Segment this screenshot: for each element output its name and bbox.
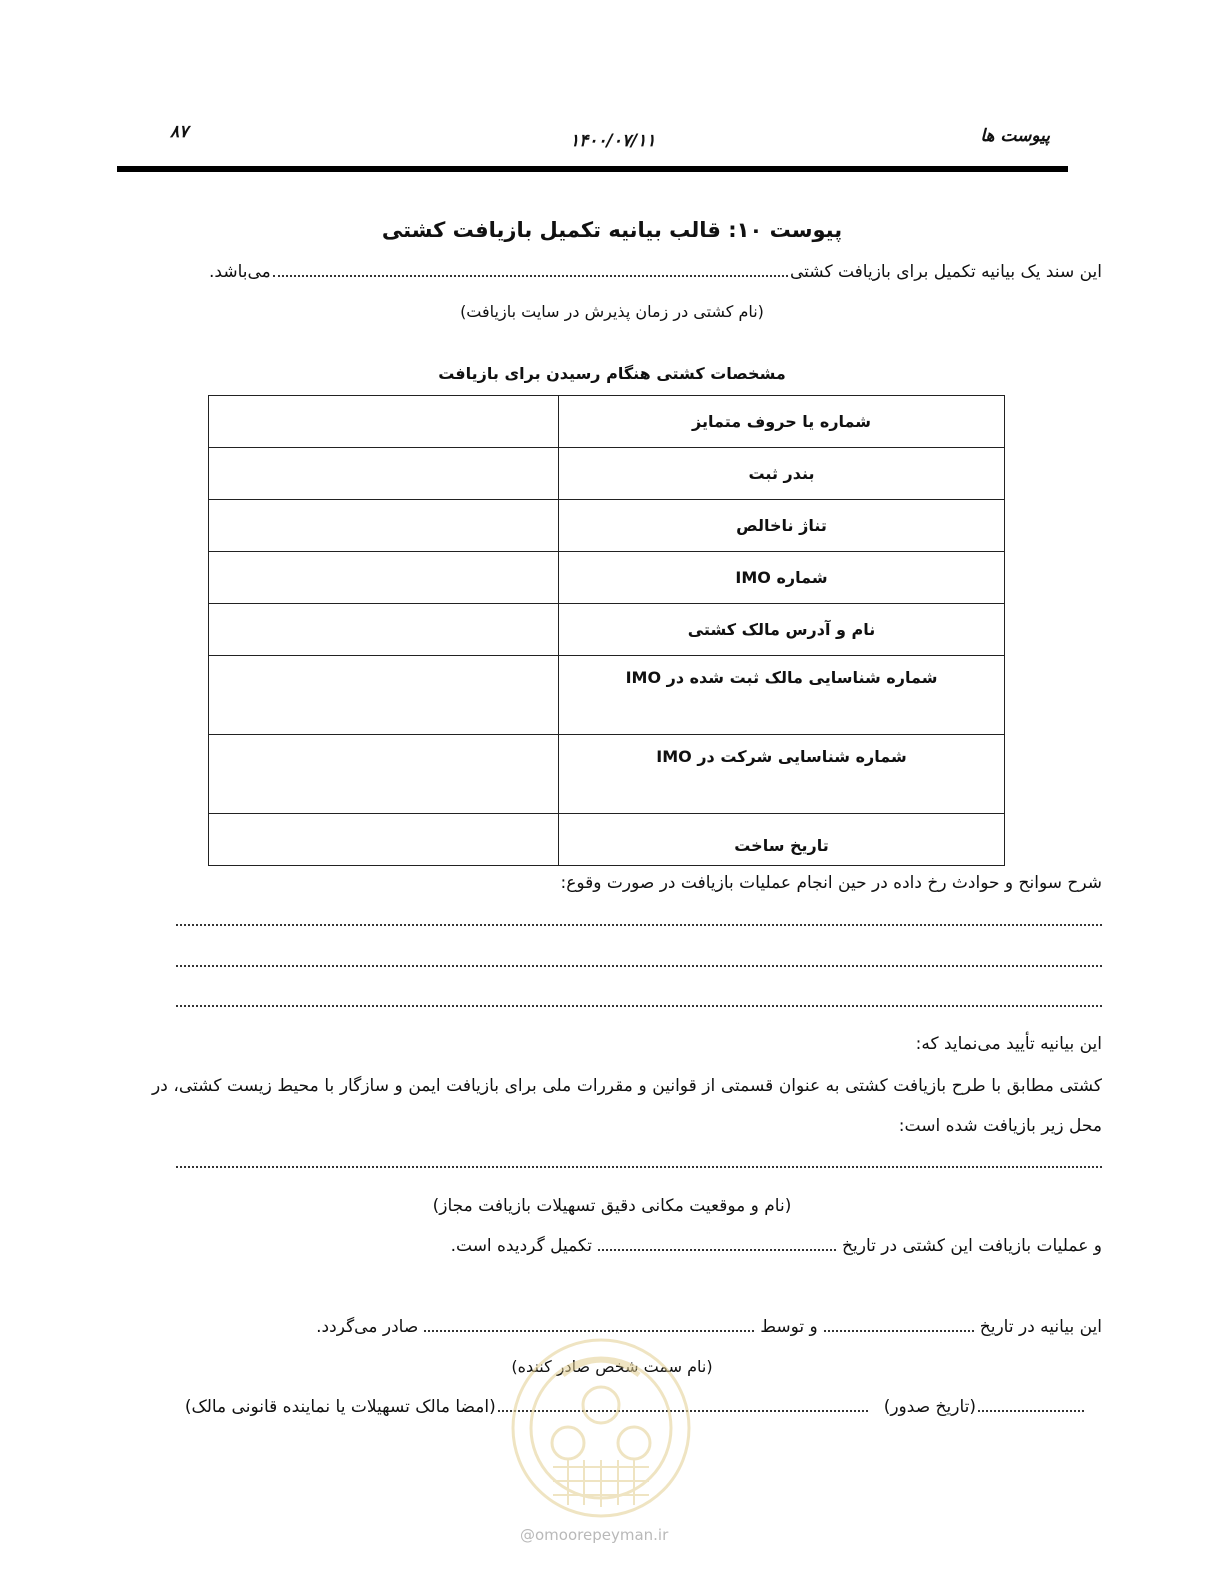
intro-lead: این سند یک بیانیه تکمیل برای بازیافت کشتی bbox=[790, 262, 1102, 282]
watermark-site: @omoorepeyman.ir bbox=[520, 1526, 669, 1544]
intro-tail: می‌باشد. bbox=[209, 262, 271, 282]
issuance-lead: این بیانیه در تاریخ bbox=[979, 1317, 1102, 1337]
signer-label: (امضا مالک تسهیلات یا نماینده قانونی مالک) bbox=[184, 1397, 496, 1417]
issue-date-blank[interactable] bbox=[978, 1410, 1084, 1412]
table-row bbox=[209, 396, 1005, 448]
incidents-line-2[interactable] bbox=[176, 965, 1102, 967]
table-row bbox=[209, 735, 1005, 814]
facility-note: (نام و موقعیت مکانی دقیق تسهیلات بازیافت مجاز) bbox=[432, 1196, 792, 1216]
header-section: پیوست ها bbox=[980, 126, 1050, 146]
issuer-note: (نام سمت شخص صادر کننده) bbox=[511, 1357, 713, 1376]
completion-lead: و عملیات بازیافت این کشتی در تاریخ bbox=[842, 1236, 1102, 1256]
ship-spec-table bbox=[208, 395, 1005, 866]
row-label: شماره شناسایی مالک ثبت شده در IMO bbox=[559, 656, 1005, 735]
table-row bbox=[209, 500, 1005, 552]
row-label: بندر ثبت bbox=[559, 448, 1005, 500]
document-title: پیوست ۱۰: قالب بیانیه تکمیل بازیافت کشتی bbox=[381, 218, 843, 242]
row-label: تناژ ناخالص bbox=[559, 500, 1005, 552]
row-label: تاریخ ساخت bbox=[559, 814, 1005, 866]
incidents-label: شرح سوانح و حوادث رخ داده در حین انجام عملیات بازیافت در صورت وقوع: bbox=[560, 873, 1102, 893]
row-value-cell[interactable] bbox=[209, 448, 559, 500]
intro-line bbox=[209, 262, 1102, 282]
issuance-middle: و توسط bbox=[760, 1317, 818, 1337]
table-row bbox=[209, 604, 1005, 656]
row-label: شماره IMO bbox=[559, 552, 1005, 604]
watermark-seal-icon bbox=[508, 1335, 694, 1521]
incidents-line-1[interactable] bbox=[176, 924, 1102, 926]
row-label: شماره یا حروف متمایز bbox=[559, 396, 1005, 448]
issuer-blank[interactable] bbox=[424, 1330, 754, 1332]
table-caption: مشخصات کشتی هنگام رسیدن برای بازیافت bbox=[438, 364, 786, 383]
row-value-cell[interactable] bbox=[209, 735, 559, 814]
issuance-line bbox=[316, 1317, 1102, 1337]
header-date: ۱۴۰۰/۰۷/۱۱ bbox=[570, 131, 656, 151]
issue-date-label: (تاریخ صدور) bbox=[883, 1397, 976, 1417]
completion-tail: تکمیل گردیده است. bbox=[450, 1236, 593, 1256]
confirm-text: کشتی مطابق با طرح بازیافت کشتی به عنوان قسمتی از قوانین و مقررات ملی برای بازیافت ایمن و سازگار با محیط زیست کشتی، در محل زیر بازیافت شده است: bbox=[152, 1076, 1102, 1136]
row-value-cell[interactable] bbox=[209, 396, 559, 448]
completion-line bbox=[451, 1236, 1102, 1256]
table-row bbox=[209, 656, 1005, 735]
row-label: نام و آدرس مالک کشتی bbox=[559, 604, 1005, 656]
intro-blank[interactable] bbox=[273, 275, 788, 277]
issuance-tail: صادر می‌گردد. bbox=[316, 1317, 419, 1337]
facility-line[interactable] bbox=[176, 1166, 1102, 1168]
row-value-cell[interactable] bbox=[209, 604, 559, 656]
table-row bbox=[209, 552, 1005, 604]
issuance-date-blank[interactable] bbox=[824, 1330, 974, 1332]
row-label: شماره شناسایی شرکت در IMO bbox=[559, 735, 1005, 814]
incidents-line-3[interactable] bbox=[176, 1005, 1102, 1007]
confirm-label: این بیانیه تأیید می‌نماید که: bbox=[915, 1034, 1102, 1054]
row-value-cell[interactable] bbox=[209, 500, 559, 552]
table-row bbox=[209, 448, 1005, 500]
intro-note: (نام کشتی در زمان پذیرش در سایت بازیافت) bbox=[460, 302, 764, 321]
row-value-cell[interactable] bbox=[209, 814, 559, 866]
page-number: ۸۷ bbox=[170, 122, 189, 142]
header-rule bbox=[117, 166, 1068, 172]
completion-date-blank[interactable] bbox=[598, 1249, 836, 1251]
table-row bbox=[209, 814, 1005, 866]
row-value-cell[interactable] bbox=[209, 656, 559, 735]
row-value-cell[interactable] bbox=[209, 552, 559, 604]
